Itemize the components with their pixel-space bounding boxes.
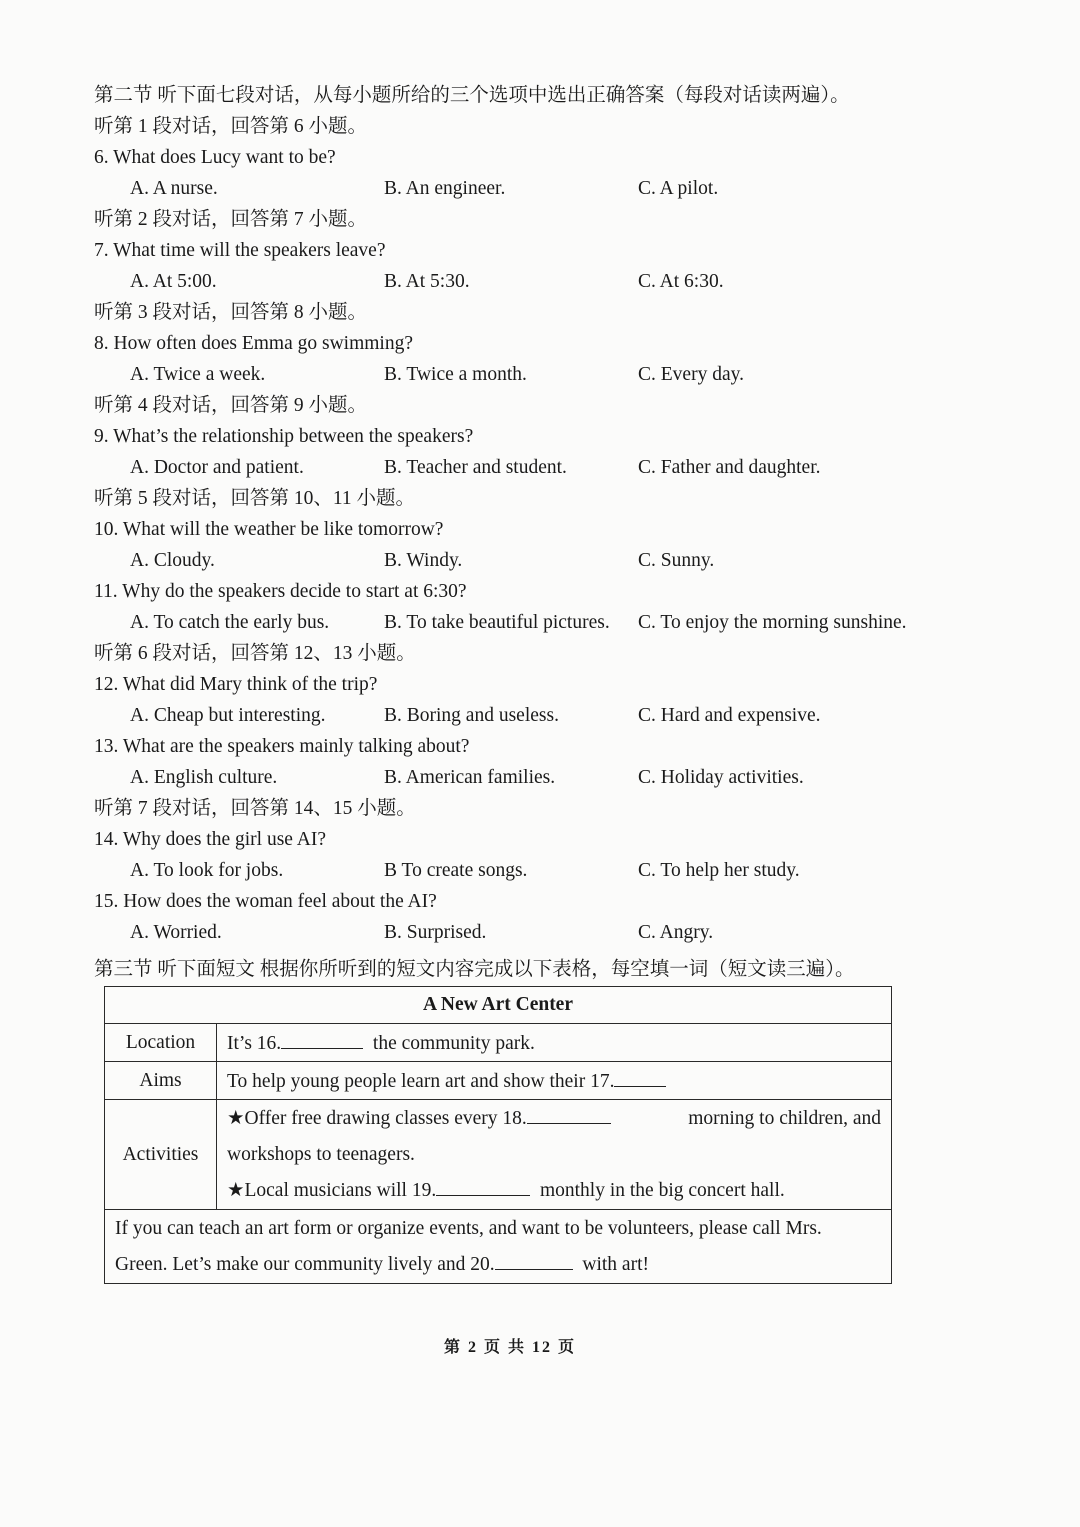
option-c[interactable]: C. At 6:30.	[638, 271, 724, 292]
option-c[interactable]: C. To help her study.	[638, 860, 800, 881]
dialogue-intro: 听第 3 段对话，回答第 8 小题。	[94, 302, 368, 323]
option-a[interactable]: A. Worried.	[130, 922, 222, 943]
question-text: 9. What’s the relationship between the speakers?	[94, 426, 474, 447]
aims-label: Aims	[105, 1062, 217, 1100]
option-c[interactable]: C. Angry.	[638, 922, 714, 943]
page-footer: 第 2 页 共 12 页	[443, 1339, 576, 1356]
question-text: 10. What will the weather be like tomorrow?	[94, 519, 444, 540]
location-row	[217, 1024, 892, 1062]
location-post: the community park.	[372, 1033, 535, 1054]
option-c[interactable]: C. Every day.	[638, 364, 744, 385]
dialogue-intro: 听第 5 段对话，回答第 10、11 小题。	[94, 488, 416, 509]
activity1-pre: Offer free drawing classes every 18.	[244, 1107, 527, 1129]
option-b[interactable]: B. Boring and useless.	[384, 705, 559, 726]
option-b[interactable]: B. Teacher and student.	[384, 457, 567, 478]
option-a[interactable]: A. Cheap but interesting.	[130, 705, 326, 726]
note2-pre: Green. Let’s make our community lively and 20.	[115, 1253, 495, 1275]
note2-post: with art!	[582, 1253, 649, 1275]
option-b[interactable]: B. An engineer.	[384, 178, 506, 199]
option-b[interactable]: B. To take beautiful pictures.	[384, 612, 610, 633]
option-c[interactable]: C. Holiday activities.	[638, 767, 804, 788]
dialogue-intro: 听第 4 段对话，回答第 9 小题。	[94, 395, 368, 416]
section2-title: 第二节 听下面七段对话，从每小题所给的三个选项中选出正确答案（每段对话读两遍）。	[94, 85, 850, 106]
option-c[interactable]: C. Hard and expensive.	[638, 705, 821, 726]
option-b[interactable]: B. Surprised.	[384, 922, 487, 943]
section3-title: 第三节 听下面短文 根据你所听到的短文内容完成以下表格，每空填一词（短文读三遍）。	[94, 959, 855, 980]
question-text: 15. How does the woman feel about the AI?	[94, 891, 437, 912]
option-c[interactable]: C. A pilot.	[638, 178, 719, 199]
question-text: 13. What are the speakers mainly talking about?	[94, 736, 470, 757]
blank-20[interactable]	[495, 1251, 573, 1270]
aims-text: To help young people learn art and show their 17.	[227, 1071, 615, 1092]
table-caption: A New Art Center	[105, 987, 892, 1024]
location-label: Location	[105, 1024, 217, 1062]
activities-label: Activities	[105, 1100, 217, 1210]
option-b[interactable]: B. Windy.	[384, 550, 463, 571]
volunteer-note	[105, 1210, 892, 1284]
activity2-pre: Local musicians will 19.	[244, 1179, 437, 1201]
activity-2	[227, 1173, 881, 1209]
question-text: 14. Why does the girl use AI?	[94, 829, 326, 850]
option-b[interactable]: B. American families.	[384, 767, 556, 788]
option-b[interactable]: B To create songs.	[384, 860, 528, 881]
dialogue-intro: 听第 6 段对话，回答第 12、13 小题。	[94, 643, 416, 664]
question-text: 8. How often does Emma go swimming?	[94, 333, 413, 354]
option-a[interactable]: A. Doctor and patient.	[130, 457, 304, 478]
option-a[interactable]: A. At 5:00.	[130, 271, 217, 292]
option-c[interactable]: C. To enjoy the morning sunshine.	[638, 612, 907, 633]
blank-19[interactable]	[436, 1177, 530, 1196]
option-a[interactable]: A. To catch the early bus.	[130, 612, 330, 633]
aims-row	[217, 1062, 892, 1100]
option-a[interactable]: A. A nurse.	[130, 178, 218, 199]
dialogue-intro: 听第 2 段对话，回答第 7 小题。	[94, 209, 368, 230]
location-pre: It’s 16.	[227, 1033, 282, 1054]
dialogue-intro: 听第 1 段对话，回答第 6 小题。	[94, 116, 368, 137]
option-a[interactable]: A. English culture.	[130, 767, 278, 788]
star-icon: ★	[227, 1107, 245, 1129]
question-text: 11. Why do the speakers decide to start at 6:30?	[94, 581, 467, 602]
activity1-post: morning to children, and	[688, 1107, 881, 1129]
star-icon: ★	[227, 1179, 245, 1201]
activities-cell	[217, 1100, 892, 1210]
note-line-2	[115, 1247, 881, 1283]
option-a[interactable]: A. To look for jobs.	[130, 860, 284, 881]
activity1-cont: workshops to teenagers.	[227, 1143, 415, 1165]
dialogue-intro: 听第 7 段对话，回答第 14、15 小题。	[94, 798, 416, 819]
option-a[interactable]: A. Twice a week.	[130, 364, 266, 385]
option-a[interactable]: A. Cloudy.	[130, 550, 215, 571]
option-c[interactable]: C. Sunny.	[638, 550, 715, 571]
question-text: 7. What time will the speakers leave?	[94, 240, 386, 261]
question-text: 12. What did Mary think of the trip?	[94, 674, 378, 695]
option-c[interactable]: C. Father and daughter.	[638, 457, 821, 478]
question-text: 6. What does Lucy want to be?	[94, 147, 336, 168]
option-b[interactable]: B. Twice a month.	[384, 364, 527, 385]
activity-1	[227, 1101, 881, 1137]
blank-17[interactable]	[614, 1068, 666, 1087]
option-b[interactable]: B. At 5:30.	[384, 271, 470, 292]
art-center-table	[104, 986, 892, 1284]
note-line-1: If you can teach an art form or organize events, and want to be volunteers, please call Mrs.	[115, 1217, 822, 1239]
blank-18[interactable]	[527, 1105, 611, 1124]
blank-16[interactable]	[281, 1030, 363, 1049]
activity2-post: monthly in the big concert hall.	[539, 1179, 785, 1201]
